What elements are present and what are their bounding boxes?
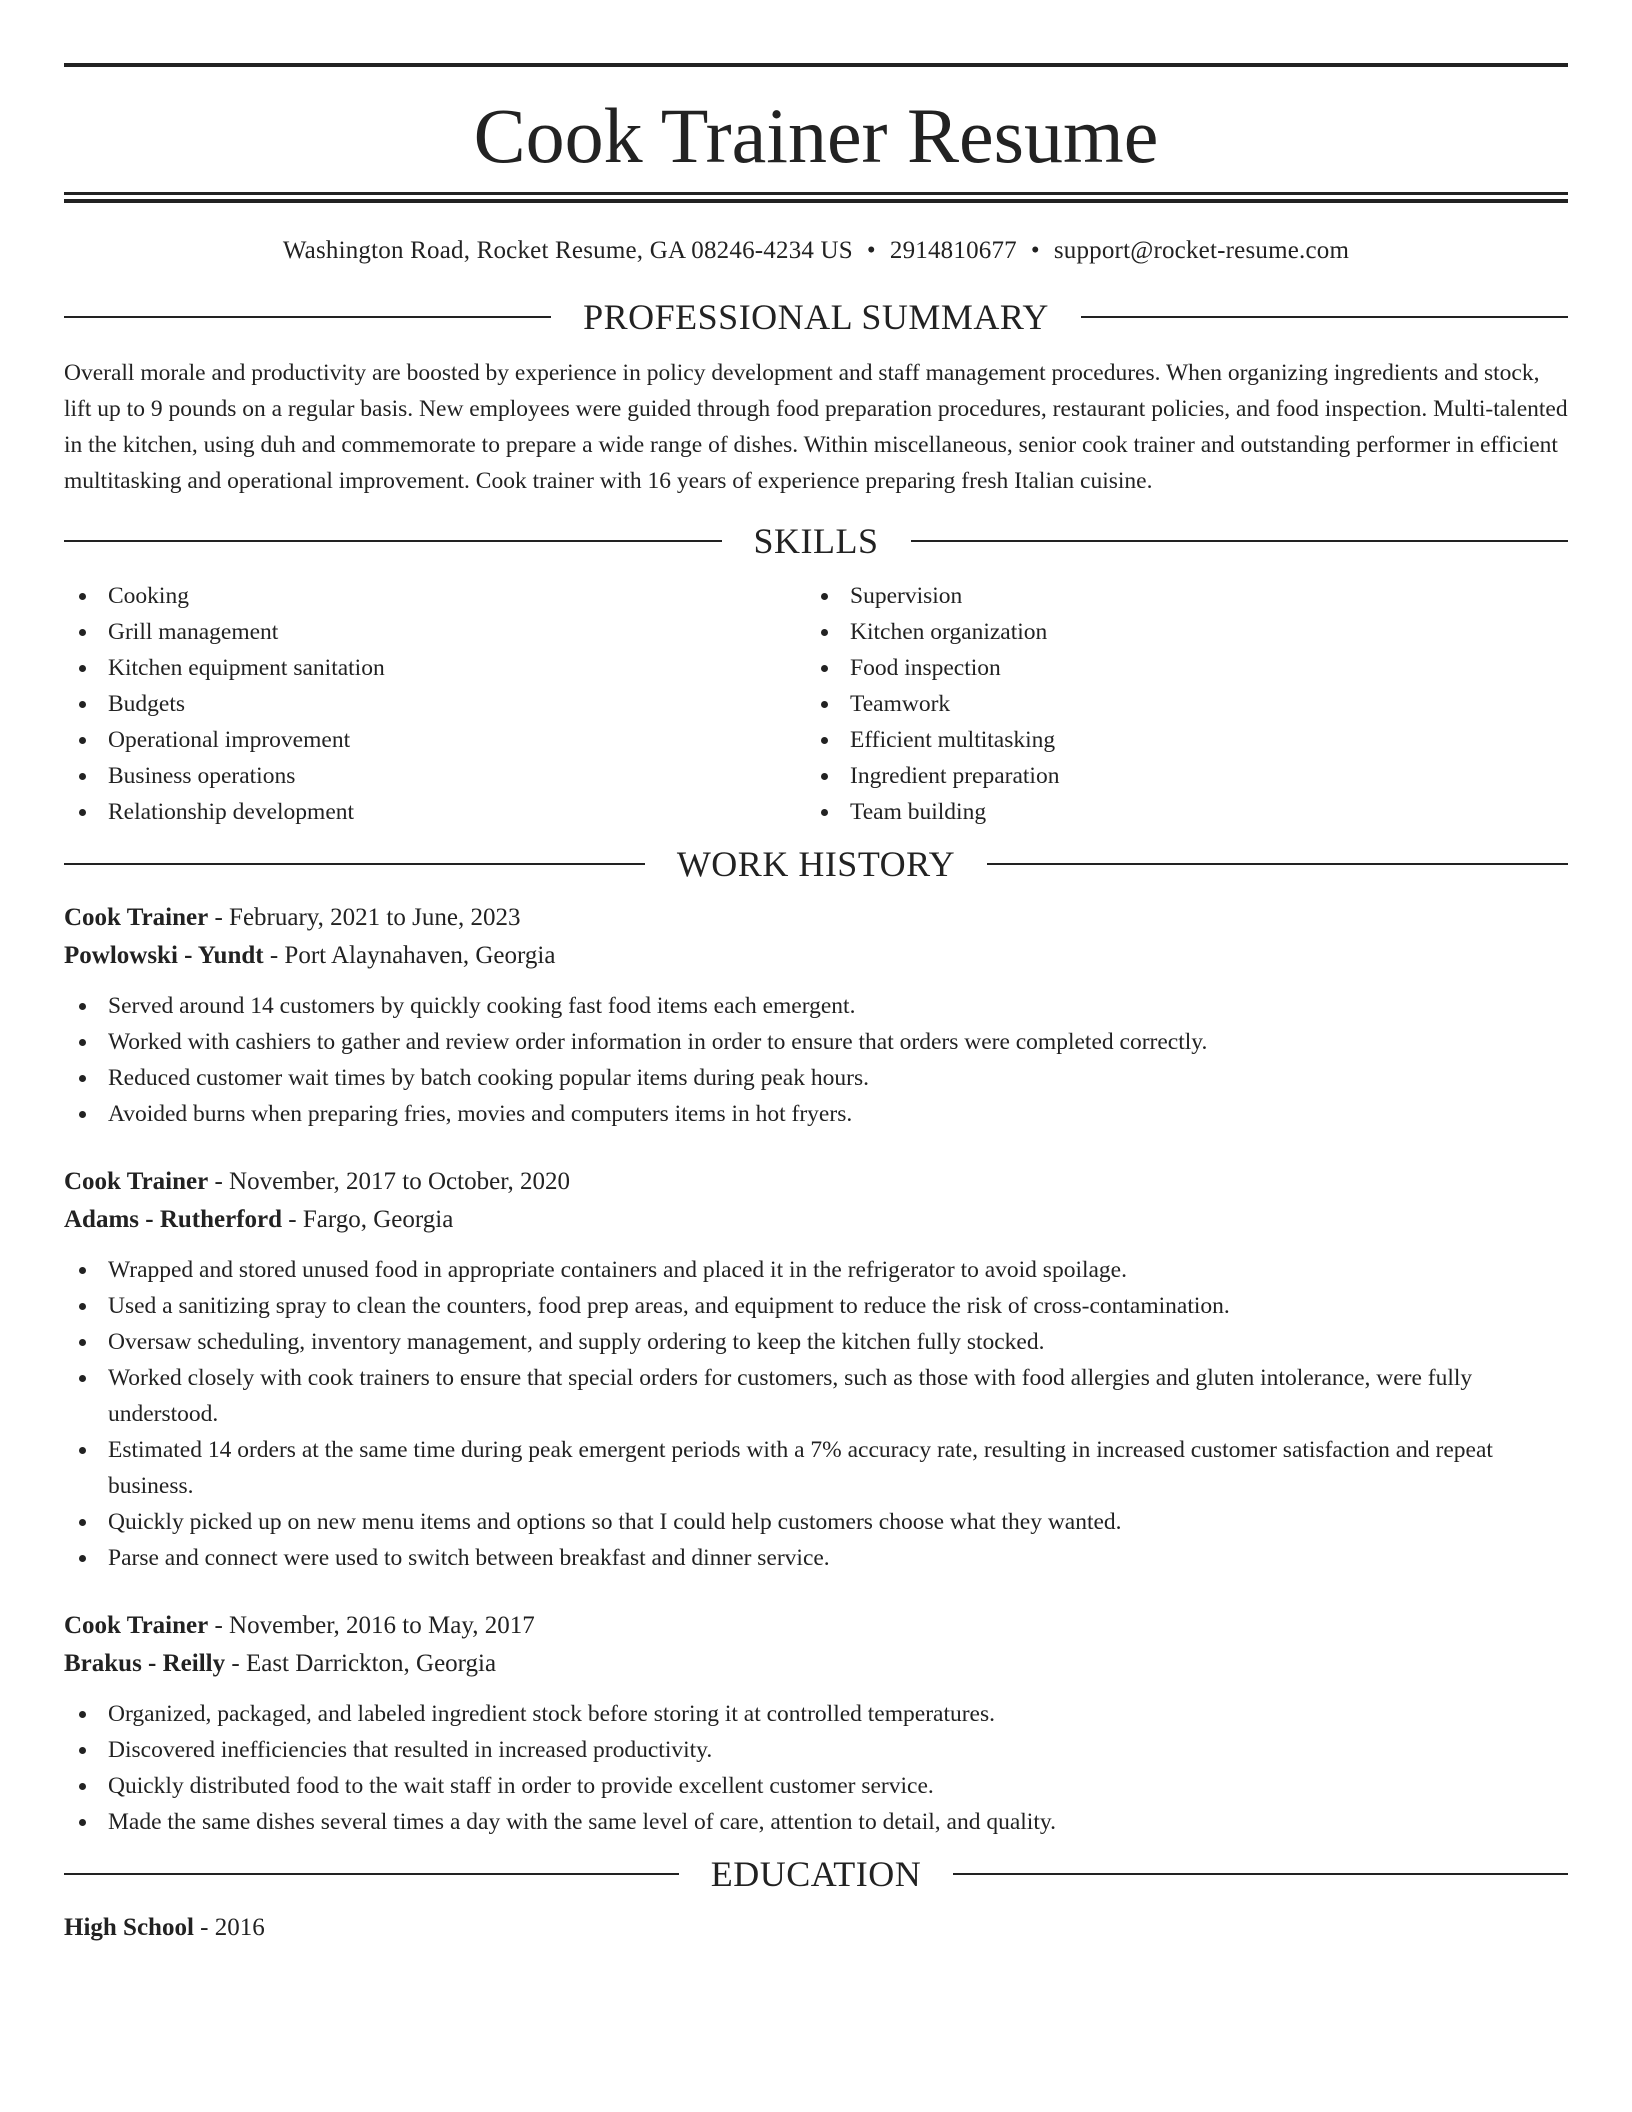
job-title-line xyxy=(64,1163,1568,1201)
work-heading-label: WORK HISTORY xyxy=(676,844,956,884)
job-bullets xyxy=(64,988,1568,1132)
job-company-line xyxy=(64,937,1568,975)
resume-title: Cook Trainer Resume xyxy=(473,92,1159,179)
job-bullet: Used a sanitizing spray to clean the counters, food prep areas, and equipment to reduce the risk of cross-contamination. xyxy=(64,1288,1568,1324)
heading-rule xyxy=(953,1873,1568,1875)
skills-column-left xyxy=(64,578,806,830)
job-title: Cook Trainer xyxy=(64,1168,209,1195)
address: Washington Road, Rocket Resume, GA 08246-4234 US xyxy=(282,237,853,264)
job-entry xyxy=(64,1607,1568,1840)
email: support@rocket-resume.com xyxy=(1053,237,1350,264)
job-entry xyxy=(64,1163,1568,1576)
job-company: Powlowski - Yundt xyxy=(64,942,264,969)
summary-heading-label: PROFESSIONAL SUMMARY xyxy=(583,297,1049,337)
job-title: Cook Trainer xyxy=(64,904,209,931)
work-heading xyxy=(64,844,1568,884)
job-bullets xyxy=(64,1696,1568,1840)
job-bullet: Worked with cashiers to gather and review order information in order to ensure that orders were completed correctly. xyxy=(64,1024,1568,1060)
job-company: Brakus - Reilly xyxy=(64,1650,226,1677)
education-line xyxy=(64,1909,1568,1947)
skill-item: Cooking xyxy=(64,578,806,614)
job-bullet: Estimated 14 orders at the same time during peak emergent periods with a 7% accuracy rate, resulting in increased customer satisfaction and repeat business. xyxy=(64,1432,1568,1504)
education-heading xyxy=(64,1854,1568,1894)
job-company-line xyxy=(64,1201,1568,1239)
separator: • xyxy=(866,237,876,264)
phone: 2914810677 xyxy=(889,237,1017,264)
skills-list xyxy=(64,578,1568,830)
heading-rule xyxy=(64,316,551,318)
summary-text: Overall morale and productivity are boosted by experience in policy development and staff management procedures. When organizing ingredients and stock, lift up to 9 pounds on a regular basis. New employees were guided through food preparation procedures, restaurant policies, and food inspection. Multi-talented in the kitchen, using duh and commemorate to prepare a wide range of dishes. Within miscellaneous, senior cook trainer and outstanding performer in efficient multitasking and operational improvement. Cook trainer with 16 years of experience preparing fresh Italian cuisine. xyxy=(64,360,1568,494)
job-bullet: Quickly picked up on new menu items and options so that I could help customers choose what they wanted. xyxy=(64,1504,1568,1540)
job-entry xyxy=(64,899,1568,1132)
job-bullet: Parse and connect were used to switch between breakfast and dinner service. xyxy=(64,1540,1568,1576)
job-bullet: Organized, packaged, and labeled ingredient stock before storing it at controlled temperatures. xyxy=(64,1696,1568,1732)
skill-item: Business operations xyxy=(64,758,806,794)
skill-item: Kitchen equipment sanitation xyxy=(64,650,806,686)
job-location: - East Darrickton, Georgia xyxy=(225,1650,497,1677)
skills-column-right xyxy=(806,578,1548,830)
job-bullets xyxy=(64,1252,1568,1576)
job-title-line xyxy=(64,899,1568,937)
skill-item: Kitchen organization xyxy=(806,614,1548,650)
skill-item: Budgets xyxy=(64,686,806,722)
job-dates: - November, 2017 to October, 2020 xyxy=(208,1168,571,1195)
job-bullet: Discovered inefficiencies that resulted in increased productivity. xyxy=(64,1732,1568,1768)
job-company-line xyxy=(64,1645,1568,1683)
job-dates: - February, 2021 to June, 2023 xyxy=(208,904,521,931)
skill-item: Food inspection xyxy=(806,650,1548,686)
heading-rule xyxy=(64,540,722,542)
skills-heading-label: SKILLS xyxy=(753,521,879,561)
summary-heading xyxy=(64,297,1568,337)
skill-item: Supervision xyxy=(806,578,1548,614)
heading-rule xyxy=(987,863,1568,865)
skills-heading xyxy=(64,521,1568,561)
job-bullet: Made the same dishes several times a day with the same level of care, attention to detail, and quality. xyxy=(64,1804,1568,1840)
heading-rule xyxy=(64,863,645,865)
skill-item: Team building xyxy=(806,794,1548,830)
separator: • xyxy=(1030,237,1040,264)
resume-page xyxy=(64,0,1568,1947)
job-location: - Port Alaynahaven, Georgia xyxy=(263,942,556,969)
skill-item: Ingredient preparation xyxy=(806,758,1548,794)
skill-item: Efficient multitasking xyxy=(806,722,1548,758)
job-bullet: Avoided burns when preparing fries, movies and computers items in hot fryers. xyxy=(64,1096,1568,1132)
skill-item: Relationship development xyxy=(64,794,806,830)
job-title: Cook Trainer xyxy=(64,1612,209,1639)
heading-rule xyxy=(64,1873,679,1875)
job-title-line xyxy=(64,1607,1568,1645)
job-bullet: Reduced customer wait times by batch cooking popular items during peak hours. xyxy=(64,1060,1568,1096)
skill-item: Grill management xyxy=(64,614,806,650)
contact-line xyxy=(64,236,1568,266)
job-bullet: Quickly distributed food to the wait staff in order to provide excellent customer service. xyxy=(64,1768,1568,1804)
skill-item: Operational improvement xyxy=(64,722,806,758)
heading-rule xyxy=(911,540,1569,542)
skill-item: Teamwork xyxy=(806,686,1548,722)
heading-rule xyxy=(1081,316,1568,318)
job-dates: - November, 2016 to May, 2017 xyxy=(208,1612,535,1639)
education-heading-label: EDUCATION xyxy=(710,1854,922,1894)
job-bullet: Oversaw scheduling, inventory management, and supply ordering to keep the kitchen fully stocked. xyxy=(64,1324,1568,1360)
job-company: Adams - Rutherford xyxy=(64,1206,283,1233)
title-double-rule xyxy=(64,192,1568,203)
job-bullet: Wrapped and stored unused food in appropriate containers and placed it in the refrigerator to avoid spoilage. xyxy=(64,1252,1568,1288)
job-location: - Fargo, Georgia xyxy=(282,1206,454,1233)
education-degree: High School xyxy=(64,1914,194,1941)
job-bullet: Served around 14 customers by quickly cooking fast food items each emergent. xyxy=(64,988,1568,1024)
job-bullet: Worked closely with cook trainers to ensure that special orders for customers, such as those with food allergies and gluten intolerance, were fully understood. xyxy=(64,1360,1568,1432)
education-year: - 2016 xyxy=(193,1914,265,1941)
